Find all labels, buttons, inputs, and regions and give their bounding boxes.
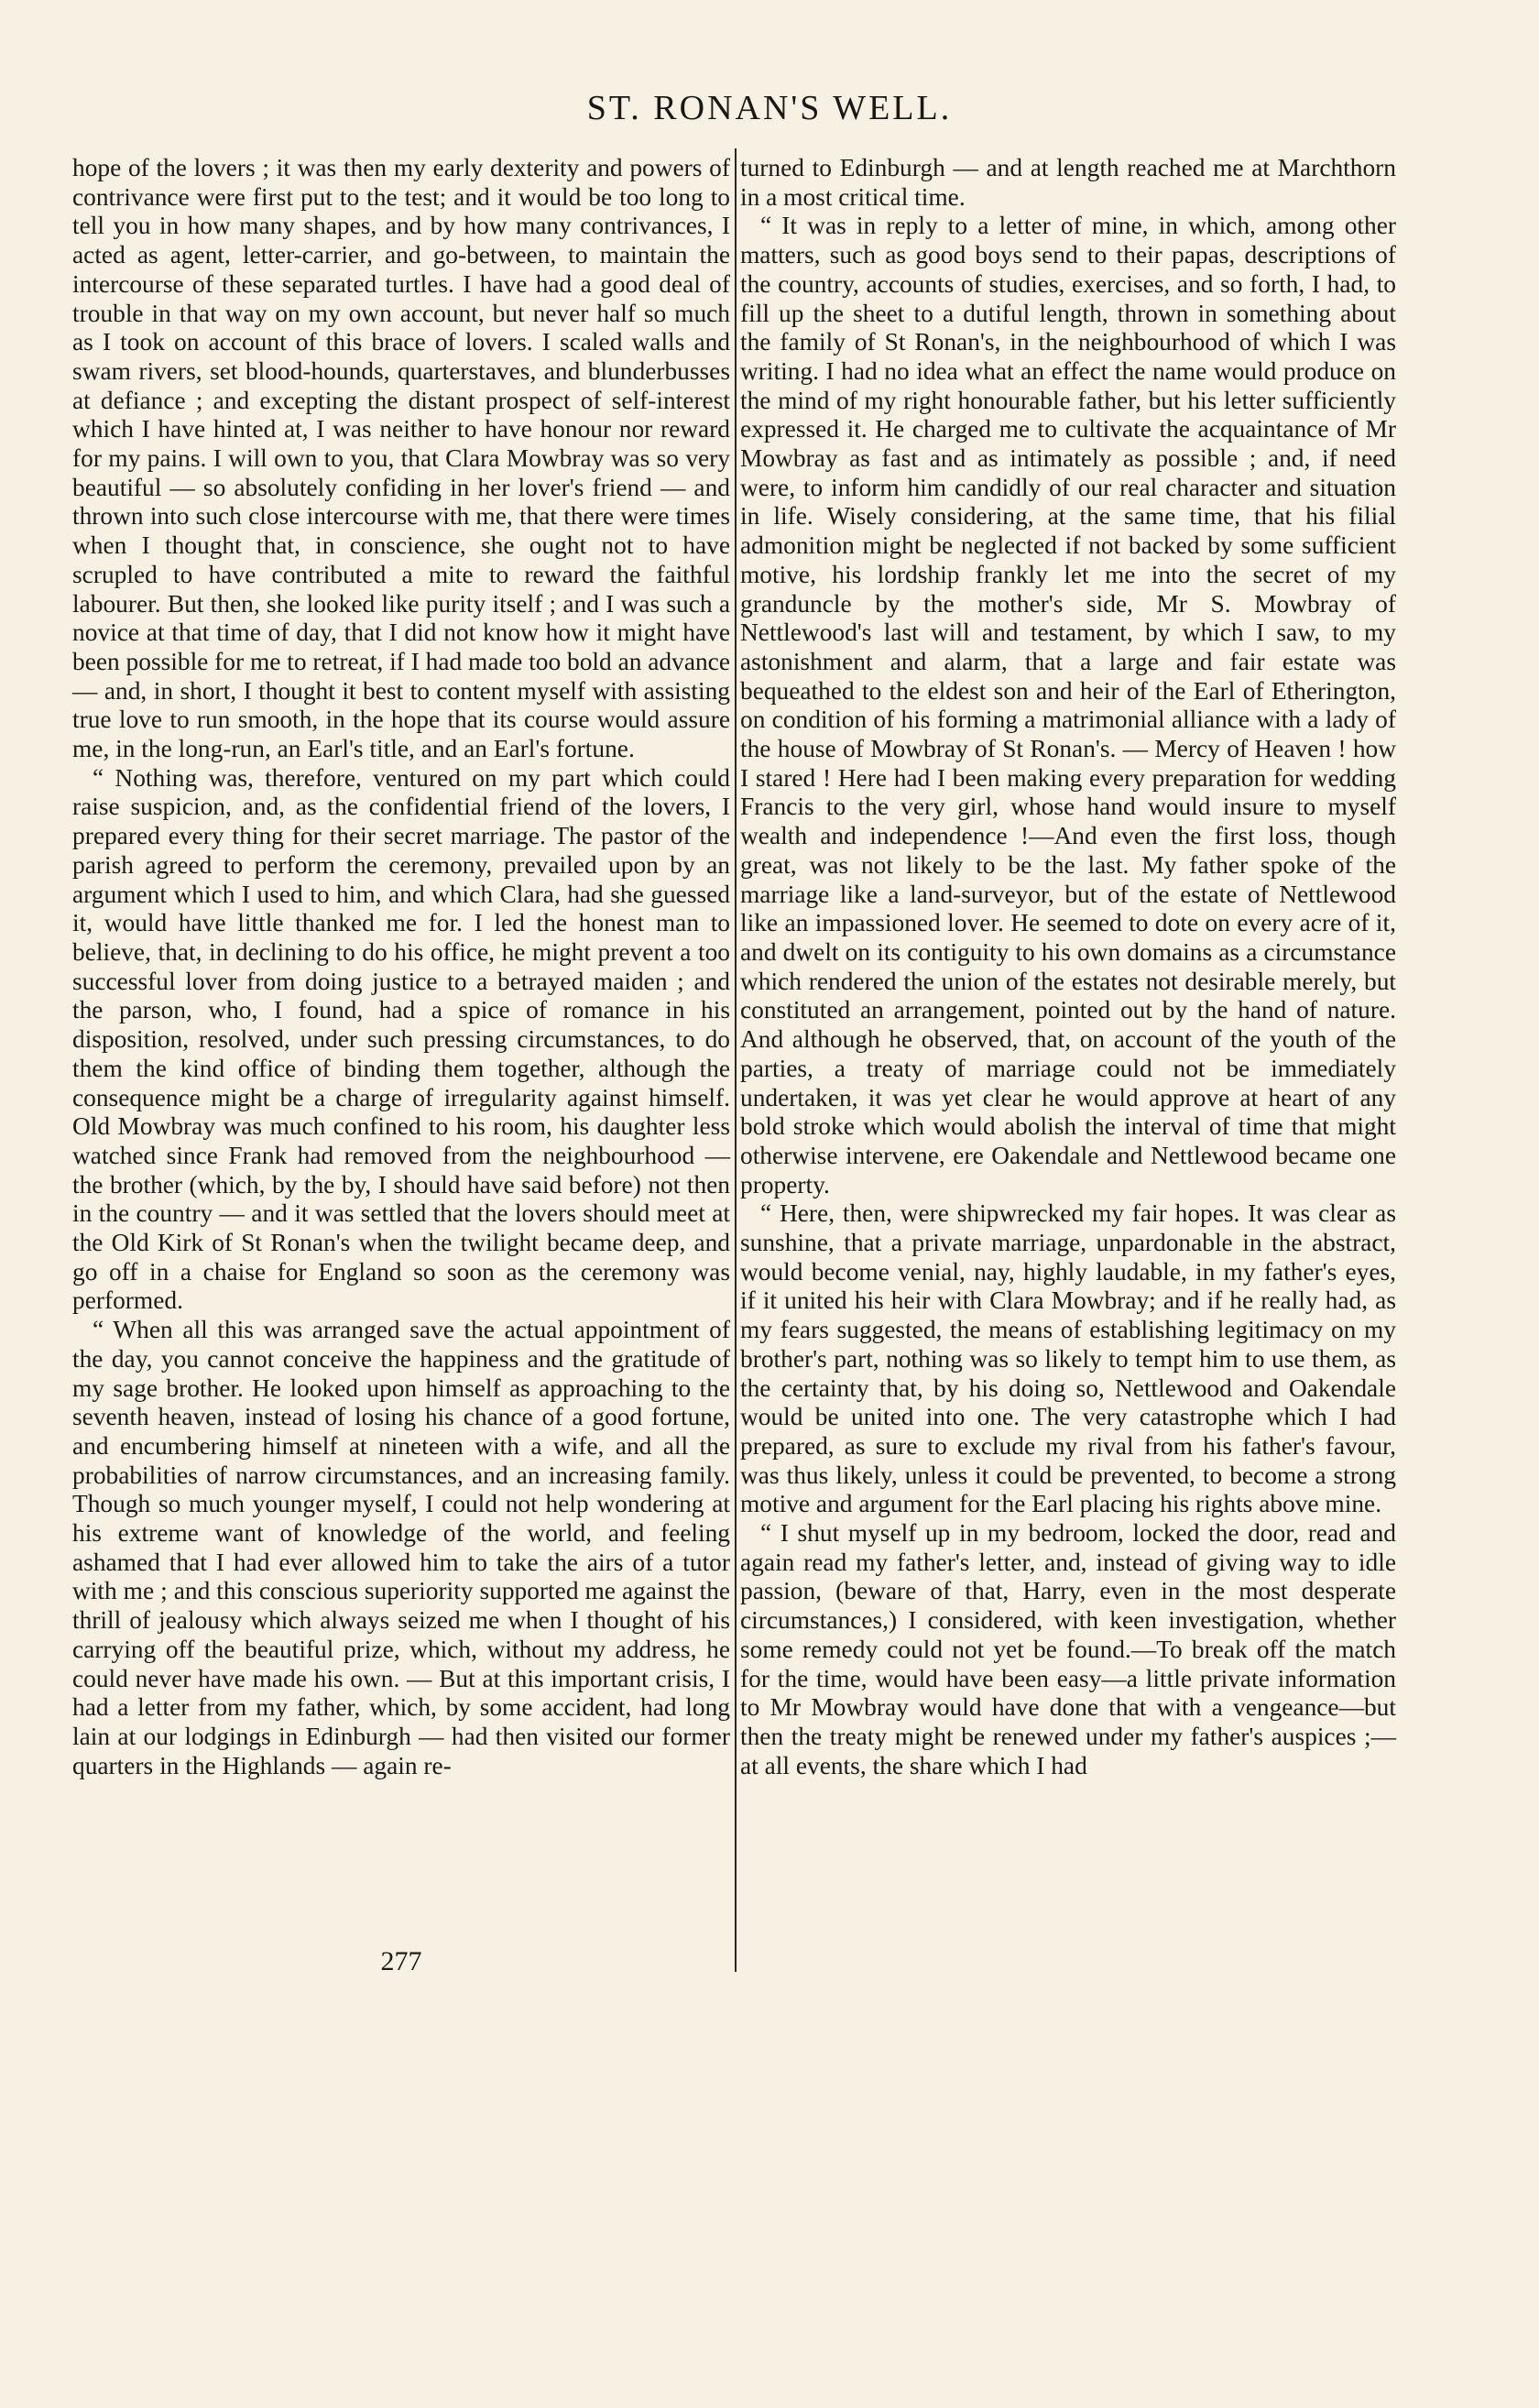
running-head: ST. RONAN'S WELL.: [586, 89, 953, 127]
paragraph: “ I shut myself up in my bedroom, locked the door, read and again read my father's letter, and, instead of giving way to idle passion, (beware of that, Harry, even in the most desperate circumstances,) I considered, with keen investigation, whether some remedy could not yet be found.—To break off the match for the time, would have been easy—a little private information to Mr Mowbray would have done that with a vengeance—but then the treaty might be renewed under my father's auspices ;—at all events, the share which I had: [740, 1519, 1396, 1779]
right-column: [740, 154, 1396, 1780]
paragraph: “ It was in reply to a letter of mine, in which, among other matters, such as good boys send to their papas, descriptions of the country, accounts of studies, exercises, and so forth, I had, to fill up the sheet to a dutiful length, thrown in something about the family of St Ronan's, in the neighbourhood of which I was writing. I had no idea what an effect the name would produce on the mind of my right honourable father, but his letter sufficiently expressed it. He charged me to cultivate the acquaintance of Mr Mowbray as fast and as intimately as possible ; and, if need were, to inform him candidly of our real character and situation in life. Wisely considering, at the same time, that his filial admonition might be neglected if not backed by some sufficient motive, his lordship frankly let me into the secret of my granduncle by the mother's side, Mr S. Mowbray of Nettlewood's last will and testament, by which I saw, to my astonishment and alarm, that a large and fair estate was bequeathed to the eldest son and heir of the Earl of Etherington, on condition of his forming a matrimonial alliance with a lady of the house of Mowbray of St Ronan's. — Mercy of Heaven ! how I stared ! Here had I been making every preparation for wedding Francis to the very girl, whose hand would insure to myself wealth and independence !—And even the first loss, though great, was not likely to be the last. My father spoke of the marriage like a land-surveyor, but of the estate of Nettlewood like an impassioned lover. He seemed to dote on every acre of it, and dwelt on its contiguity to his own domains as a circumstance which rendered the union of the estates not desirable merely, but constituted an arrangement, pointed out by the hand of nature. And although he observed, that, on account of the youth of the parties, a treaty of marriage could not be immediately undertaken, it was yet clear he would approve at heart of any bold stroke which would abolish the interval of time that might otherwise intervene, ere Oakendale and Nettlewood became one property.: [740, 212, 1396, 1199]
left-column: [72, 154, 730, 1780]
paragraph: turned to Edinburgh — and at length reached me at Marchthorn in a most critical time.: [740, 154, 1396, 211]
paragraph: hope of the lovers ; it was then my early dexterity and powers of contrivance were first put to the test; and it would be too long to tell you in how many shapes, and by how many contrivances, I acted as agent, letter-carrier, and go-between, to maintain the intercourse of these separated turtles. I have had a good deal of trouble in that way on my own account, but never half so much as I took on account of this brace of lovers. I scaled walls and swam rivers, set blood-hounds, quarterstaves, and blunderbusses at defiance ; and excepting the distant prospect of self-interest which I have hinted at, I was neither to have honour nor reward for my pains. I will own to you, that Clara Mowbray was so very beautiful — so absolutely confiding in her lover's friend — and thrown into such close intercourse with me, that there were times when I thought that, in conscience, she ought not to have scrupled to have contributed a mite to reward the faithful labourer. But then, she looked like purity itself ; and I was such a novice at that time of day, that I did not know how it might have been possible for me to retreat, if I had made too bold an advance — and, in short, I thought it best to content myself with assisting true love to run smooth, in the hope that its course would assure me, in the long-run, an Earl's title, and an Earl's fortune.: [72, 154, 730, 763]
column-rule: [735, 148, 737, 1972]
paragraph: “ Nothing was, therefore, ventured on my part which could raise suspicion, and, as the confidential friend of the lovers, I prepared every thing for their secret marriage. The pastor of the parish agreed to perform the ceremony, prevailed upon by an argument which I used to him, and which Clara, had she guessed it, would have little thanked me for. I led the honest man to believe, that, in declining to do his office, he might prevent a too successful lover from doing justice to a betrayed maiden ; and the parson, who, I found, had a spice of romance in his disposition, resolved, under such pressing circumstances, to do them the kind office of binding them together, although the consequence might be a charge of irregularity against himself. Old Mowbray was much confined to his room, his daughter less watched since Frank had removed from the neighbourhood — the brother (which, by the by, I should have said before) not then in the country — and it was settled that the lovers should meet at the Old Kirk of St Ronan's when the twilight became deep, and go off in a chaise for England so soon as the ceremony was performed.: [72, 763, 730, 1315]
paragraph: “ When all this was arranged save the actual appointment of the day, you cannot conceive the happiness and the gratitude of my sage brother. He looked upon himself as approaching to the seventh heaven, instead of losing his chance of a good fortune, and encumbering himself at nineteen with a wife, and all the probabilities of narrow circumstances, and an increasing family. Though so much younger myself, I could not help wondering at his extreme want of knowledge of the world, and feeling ashamed that I had ever allowed him to take the airs of a tutor with me ; and this conscious superiority supported me against the thrill of jealousy which always seized me when I thought of his carrying off the beautiful prize, which, without my address, he could never have made his own. — But at this important crisis, I had a letter from my father, which, by some accident, had long lain at our lodgings in Edinburgh — had then visited our former quarters in the Highlands — again re-: [72, 1316, 730, 1779]
paragraph: “ Here, then, were shipwrecked my fair hopes. It was clear as sunshine, that a private marriage, unpardonable in the abstract, would become venial, nay, highly laudable, in my father's eyes, if it united his heir with Clara Mowbray; and if he really had, as my fears suggested, the means of establishing legitimacy on my brother's part, nothing was so likely to tempt him to use them, as the certainty that, by his doing so, Nettlewood and Oakendale would be united into one. The very catastrophe which I had prepared, as sure to exclude my rival from his father's favour, was thus likely, unless it could be prevented, to become a strong motive and argument for the Earl placing his rights above mine.: [740, 1199, 1396, 1518]
page-number: 277: [380, 1946, 422, 1976]
